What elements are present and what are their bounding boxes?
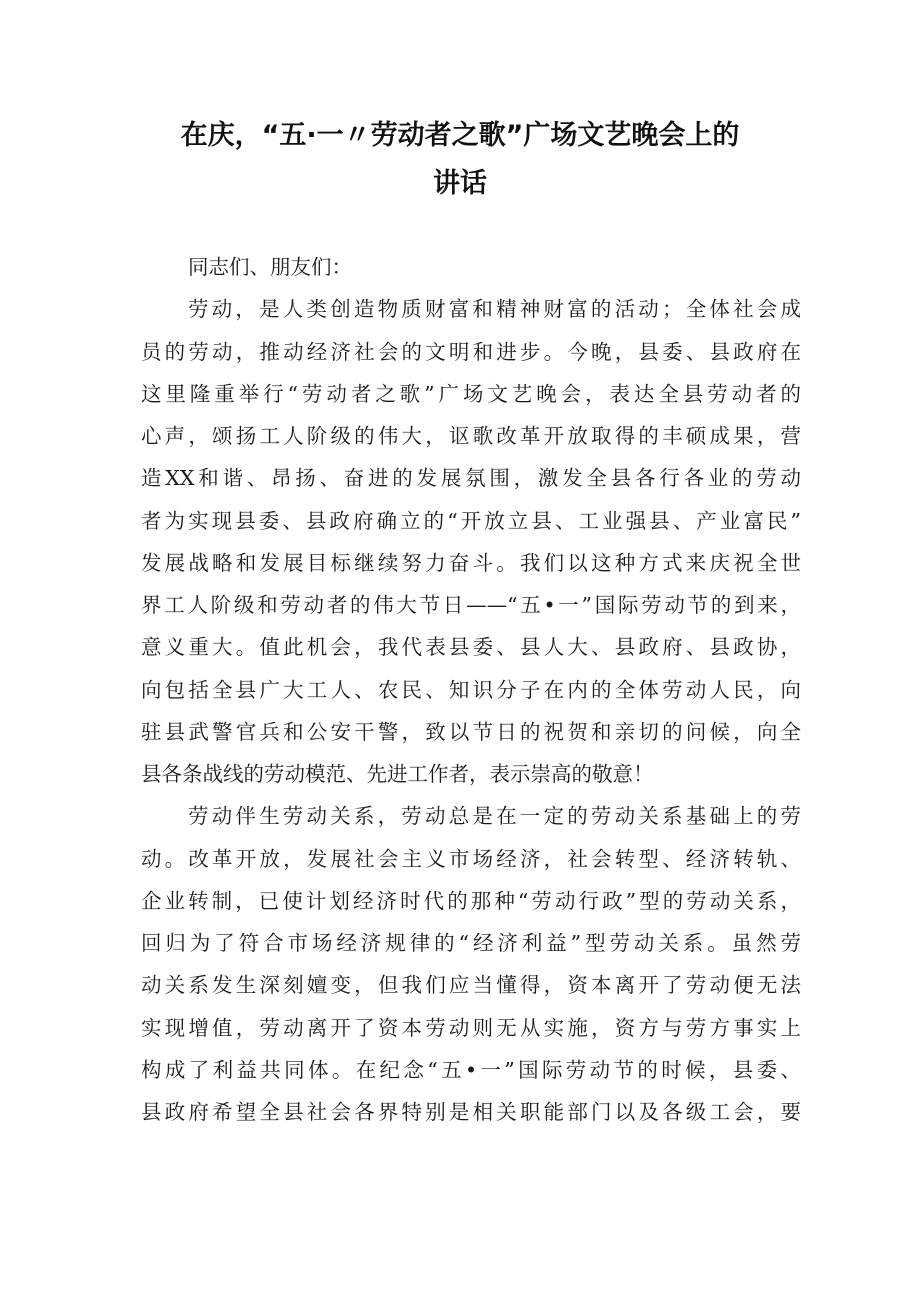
document-title-line-2: 讲话 (433, 168, 487, 199)
paragraph-2-line: 回归为了符合市场经济规律的“经济利益”型劳动关系。虽然劳 (141, 931, 801, 955)
paragraph-2-line: 劳动伴生劳动关系，劳动总是在一定的劳动关系基础上的劳 (188, 804, 801, 829)
paragraph-1-line: 意义重大。值此机会，我代表县委、县人大、县政府、县政协， (141, 635, 801, 660)
paragraph-2-line: 实现增值，劳动离开了资本劳动则无从实施，资方与劳方事实上 (141, 1015, 801, 1040)
paragraph-1-line: 心声，颂扬工人阶级的伟大，讴歌改革开放取得的丰硕成果，营 (141, 424, 801, 448)
document-body (141, 246, 801, 1133)
paragraph-2-line: 动。改革开放，发展社会主义市场经济，社会转型、经济转轨、 (141, 846, 801, 871)
salutation-line: 同志们、朋友们： (188, 255, 352, 279)
paragraph-2-line: 构成了利益共同体。在纪念“五•一”国际劳动节的时候，县委、 (141, 1057, 801, 1082)
paragraph-1-line: 这里隆重举行“劳动者之歌”广场文艺晚会，表达全县劳动者的 (141, 381, 801, 406)
paragraph-2-line: 企业转制，已使计划经济时代的那种“劳动行政”型的劳动关系， (141, 888, 801, 913)
paragraph-1-line: 界工人阶级和劳动者的伟大节日——“五•一”国际劳动节的到来， (141, 593, 801, 617)
document-title-line-1: 在庆，“五·一〃劳动者之歌”广场文艺晚会上的 (180, 120, 740, 151)
paragraph-1-line: 县各条战线的劳动模范、先进工作者，表示崇高的敬意！ (141, 762, 654, 786)
paragraph-1-line: 劳动，是人类创造物质财富和精神财富的活动；全体社会成 (188, 297, 801, 322)
paragraph-2-line: 动关系发生深刻嬗变，但我们应当懂得，资本离开了劳动便无法 (141, 973, 801, 998)
paragraph-2-line: 县政府希望全县社会各界特别是相关职能部门以及各级工会，要 (141, 1100, 801, 1124)
paragraph-1-line: 发展战略和发展目标继续努力奋斗。我们以这种方式来庆祝全世 (141, 550, 801, 575)
paragraph-1-line: 向包括全县广大工人、农民、知识分子在内的全体劳动人民，向 (141, 677, 801, 702)
paragraph-1-line: 驻县武警官兵和公安干警，致以节日的祝贺和亲切的问候，向全 (141, 719, 801, 744)
paragraph-1-line: 者为实现县委、县政府确立的“开放立县、工业强县、产业富民” (141, 508, 801, 533)
paragraph-1-line: 员的劳动，推动经济社会的文明和进步。今晚，县委、县政府在 (141, 339, 801, 364)
paragraph-1-line: 造XX和谐、昂扬、奋进的发展氛围，激发全县各行各业的劳动 (141, 466, 801, 491)
